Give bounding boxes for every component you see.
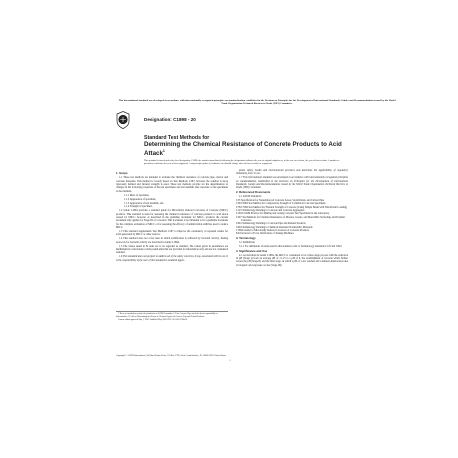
right-column (236, 169, 348, 268)
reference-item[interactable]: E4 Practices for Force Verification of Testing Machines (236, 232, 294, 236)
reference-item[interactable]: C1894 Guide for Microbially Induced Corrosion of Concrete Products (236, 229, 310, 233)
scope-paragraph-continued: priate safety, health and environmental practices and determine the applicability of regulatory limitations prior to use. (236, 169, 348, 176)
section-scope-heading: 1. Scope (116, 171, 128, 176)
significance-paragraph: 4.1 As described in Guide C1894, the MICC is considered to be a three stage process with the reduction in pH (Stage I) from an average pH of 11-13 to a pH of 9, the establishment of bacteria which further lowers the pH (Stage II) and the final stage, in which a pH of 1-4 is reached and continual deterioration due to biogenic acid exposure occurs (Stage III). (236, 253, 348, 267)
title-main (144, 141, 344, 157)
scope-paragraph-1-5: 1.5 The values stated in SI units are to be regarded as standard. The values given in parentheses are mathematical conversions to inch-pound units that are provided for information only and are not considered standard. (116, 244, 228, 255)
reference-item[interactable]: C125 Terminology Relating to Concrete and Concrete Aggregates (236, 208, 305, 212)
reference-item[interactable]: C39/C39M Test Method for Compressive Strength of Cylindrical Concrete Specimens (236, 202, 326, 206)
reference-item[interactable]: C822 Terminology Relating to Concrete Pipe and Related Products (236, 222, 306, 226)
title-text: Determining the Chemical Resistance of Concrete Products to Acid Attack (144, 141, 342, 158)
section-terminology-heading: 3. Terminology (236, 235, 256, 240)
footnotes (116, 311, 228, 322)
page-number: 1 (229, 359, 231, 362)
terminology-subheading: 3.1 Definitions: (239, 241, 256, 245)
left-column (116, 171, 228, 263)
footnote-edition: Current edition approved May 1, 2020. Published May 2020. DOI: 10.1520/C1898-20. (118, 318, 188, 321)
reference-item[interactable]: C904 Terminology Relating to Chemical-Resistant Nonmetallic Materials (236, 225, 313, 229)
scope-paragraph-1-3: 1.3 This standard supplements Test Methods C267 to improve the consistency of repeated results for acids generated by MICC or other sources. (116, 230, 228, 237)
scope-item: 1.1.1 Mass of specimen, (124, 193, 150, 197)
scope-paragraph-1-2: 1.2 Guide C1894 provides a standard guide for Microbially Induced Corrosion of Concrete (MICC) products. This standard is used for assessing the chemical resistance of concrete products to acid attack caused by MICC; however as described in the guideline document for MICC, products the current document only applies for Stage III of corrosion. This document is not intended to be a guideline document for the complete evaluation of MICC or for assessing the efficacy of antimicrobial additives used to reduce MICC. (116, 209, 228, 230)
document-title (144, 135, 344, 158)
references-subheading: 2.1 ASTM Standards: (239, 194, 262, 198)
title-footnote-mark: 1 (162, 149, 165, 154)
scope-paragraph-1-4: 1.4 This standard does not cover tests in which acidification is achieved by bacterial activity. Testing protocols for bacterial activity are described in Guide C1894. (116, 237, 228, 244)
scope-paragraph-1-6: 1.6 This standard does not purport to address all of the safety concerns, if any, associated with its use. It is the responsibility of the user of this standard to establish appro- (116, 255, 228, 262)
scope-item: 1.1.3 Appearance of test medium, and (124, 201, 164, 205)
title-prefix: Standard Test Methods for (144, 135, 210, 141)
copyright-line: Copyright © ASTM International, 100 Barr Harbor Drive, PO Box C700, West Conshohocken, PA 19428-2959. United States (116, 355, 227, 357)
reference-item[interactable]: C267 Test Methods for Chemical Resistance of Mortars, Grouts, and Monolithic Surfacings and Polymer Concretes (236, 215, 346, 222)
designation: Designation: C1898 - 20 (144, 117, 196, 122)
scope-item: 1.1.2 Appearance of specimen, (124, 197, 156, 201)
reference-item[interactable]: C192/C192M Practice for Making and Curing Concrete Test Specimens in the Laboratory (236, 212, 330, 216)
scope-paragraph-1-1: 1.1 These test methods are intended to evaluate the chemical resistance of concrete pipe, mortar and concrete materials. This method is loosely based on Test Methods C267; however the solution is more rigorously defined and flexural strength is used. These test methods provide for the determination of changes in the following properties of the test specimens and test medium after exposure of the specimens to the medium: (116, 176, 228, 193)
wto-notice: This international standard was developed in accordance with internationally recognized principles on standardization established in the Decision on Principles for the Development of International Standards, Guides and Recommendations issued by the World Trade Organization Technical Barriers to Trade (TBT) Committee. (118, 99, 396, 106)
scope-item: 1.1.4 Strength of specimen. (124, 205, 153, 209)
footnote-1: 1 These test methods are under the jurisdiction of ASTM Committee C13 on Concrete Pipe and is the direct responsibility of Subcommittee C13.03 on Determining the Effects of Chemical Agents on Concrete Pipe and Related Products. (116, 313, 218, 318)
section-significance-heading: 4. Significance and Use (236, 248, 268, 253)
section-references-heading: 2. Referenced Documents (236, 189, 271, 194)
scope-paragraph-1-7: 1.7 This international standard was developed in accordance with internationally recognized principles on standardization established in the Decision on Principles for the Development of International Standards, Guides and Recommendations issued by the World Trade Organization Technical Barriers to Trade (TBT) Committee. (236, 176, 348, 190)
reference-item[interactable]: C33 Specification for Nonreinforced Concrete Sewer, Storm Drain, and Culvert Pipe (236, 198, 325, 202)
terminology-paragraph: 3.1.1 For definitions of terms used in this standard, refer to Terminology standards C125 and C822. (239, 244, 343, 248)
reference-item[interactable]: C78/C78M Test Method for Flexural Strength of Concrete (Using Simple Beam with Third-Point Loading) (236, 205, 348, 209)
astm-logo-icon (116, 111, 130, 129)
standard-notice: This standard is issued under the fixed designation C1898; the number immediately following the designation indicates the year of original adoption or, in the case of revision, the year of last revision. A number in parentheses indicates the year of last reapproval. A superscript epsilon (ε) indicates an editorial change since the last revision or reapproval. (144, 160, 340, 165)
